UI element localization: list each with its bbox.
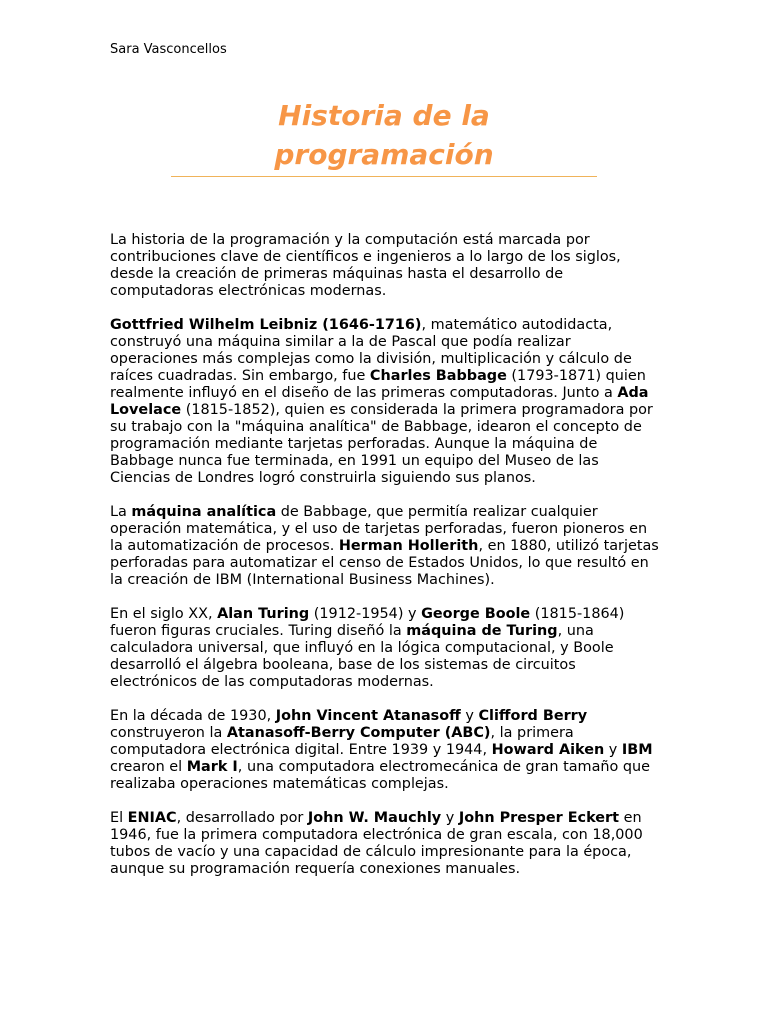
title-line-1: Historia de la bbox=[278, 99, 490, 132]
document-body bbox=[110, 232, 662, 895]
bold-text: George Boole bbox=[421, 606, 531, 622]
text-run: (1912-1954) y bbox=[309, 606, 422, 622]
bold-text: Gottfried Wilhelm Leibniz (1646-1716) bbox=[110, 317, 422, 333]
bold-text: Alan Turing bbox=[217, 606, 310, 622]
paragraph bbox=[110, 708, 662, 793]
title-underline bbox=[171, 176, 597, 177]
text-run: En el siglo XX, bbox=[110, 606, 218, 622]
text-run: de Babbage, que permitía realizar cualquier operación matemática, y el uso de tarjetas perforadas, fueron pioneros en la automatización de procesos. bbox=[110, 504, 648, 554]
paragraph bbox=[110, 504, 662, 589]
bold-text: John Presper Eckert bbox=[458, 810, 620, 826]
text-run: (1815-1852), quien es considerada la primera programadora por su trabajo con la "máquina analítica" de Babbage, idearon el concepto de programación mediante tarjetas perforadas. Aunque la máquina de Babbage nunca fue terminada, en 1991 un equipo del Museo de las Ciencias de Londres logró construirla siguiendo sus planos. bbox=[110, 402, 653, 486]
bold-text: Herman Hollerith bbox=[338, 538, 479, 554]
bold-text: Charles Babbage bbox=[369, 368, 507, 384]
bold-text: Clifford Berry bbox=[478, 708, 588, 724]
bold-text: Howard Aiken bbox=[491, 742, 605, 758]
text-run: , matemático autodidacta, construyó una máquina similar a la de Pascal que podía realizar operaciones más complejas como la división, multiplicación y cálculo de raíces cuadradas. Sin embargo, fue bbox=[110, 317, 632, 384]
text-run: y bbox=[441, 810, 459, 826]
text-run: El bbox=[110, 810, 128, 826]
text-run: crearon el bbox=[110, 759, 187, 775]
paragraph bbox=[110, 810, 662, 878]
author-name: Sara Vasconcellos bbox=[110, 42, 227, 57]
text-run: , en 1880, utilizó tarjetas perforadas para automatizar el censo de Estados Unidos, lo que resultó en la creación de IBM (International Business Machines). bbox=[110, 538, 659, 588]
paragraph bbox=[110, 317, 662, 487]
text-run: construyeron la bbox=[110, 725, 227, 741]
bold-text: máquina analítica bbox=[131, 504, 277, 520]
bold-text: Mark I bbox=[186, 759, 238, 775]
bold-text: IBM bbox=[621, 742, 653, 758]
document-title bbox=[170, 96, 598, 174]
bold-text: Atanasoff-Berry Computer (ABC) bbox=[226, 725, 491, 741]
text-run: La historia de la programación y la computación está marcada por contribuciones clave de científicos e ingenieros a lo largo de los siglos, desde la creación de primeras máquinas hasta el desarrollo de computadoras electrónicas modernas. bbox=[110, 232, 621, 299]
text-run: En la década de 1930, bbox=[110, 708, 276, 724]
text-run: (1815-1864) fueron figuras cruciales. Turing diseñó la bbox=[110, 606, 625, 639]
bold-text: máquina de Turing bbox=[406, 623, 558, 639]
text-run: y bbox=[460, 708, 479, 724]
text-run: , una computadora electromecánica de gran tamaño que realizaba operaciones matemáticas complejas. bbox=[110, 759, 651, 792]
text-run: y bbox=[604, 742, 622, 758]
bold-text: ENIAC bbox=[127, 810, 177, 826]
text-run: La bbox=[110, 504, 132, 520]
paragraph bbox=[110, 606, 662, 691]
text-run: , una calculadora universal, que influyó en la lógica computacional, y Boole desarrolló el álgebra booleana, base de los sistemas de circuitos electrónicos de las computadoras modernas. bbox=[110, 623, 614, 690]
text-run: , la primera computadora electrónica digital. Entre 1939 y 1944, bbox=[110, 725, 574, 758]
text-run: , desarrollado por bbox=[176, 810, 308, 826]
bold-text: John W. Mauchly bbox=[307, 810, 442, 826]
text-run: (1793-1871) quien realmente influyó en el diseño de las primeras computadoras. Junto a bbox=[110, 368, 646, 401]
title-line-2: programación bbox=[274, 138, 494, 171]
text-run: en 1946, fue la primera computadora electrónica de gran escala, con 18,000 tubos de vacío y una capacidad de cálculo impresionante para la época, aunque su programación requería conexiones manuales. bbox=[110, 810, 643, 877]
paragraph bbox=[110, 232, 662, 300]
bold-text: John Vincent Atanasoff bbox=[275, 708, 461, 724]
bold-text: Ada Lovelace bbox=[110, 385, 649, 418]
